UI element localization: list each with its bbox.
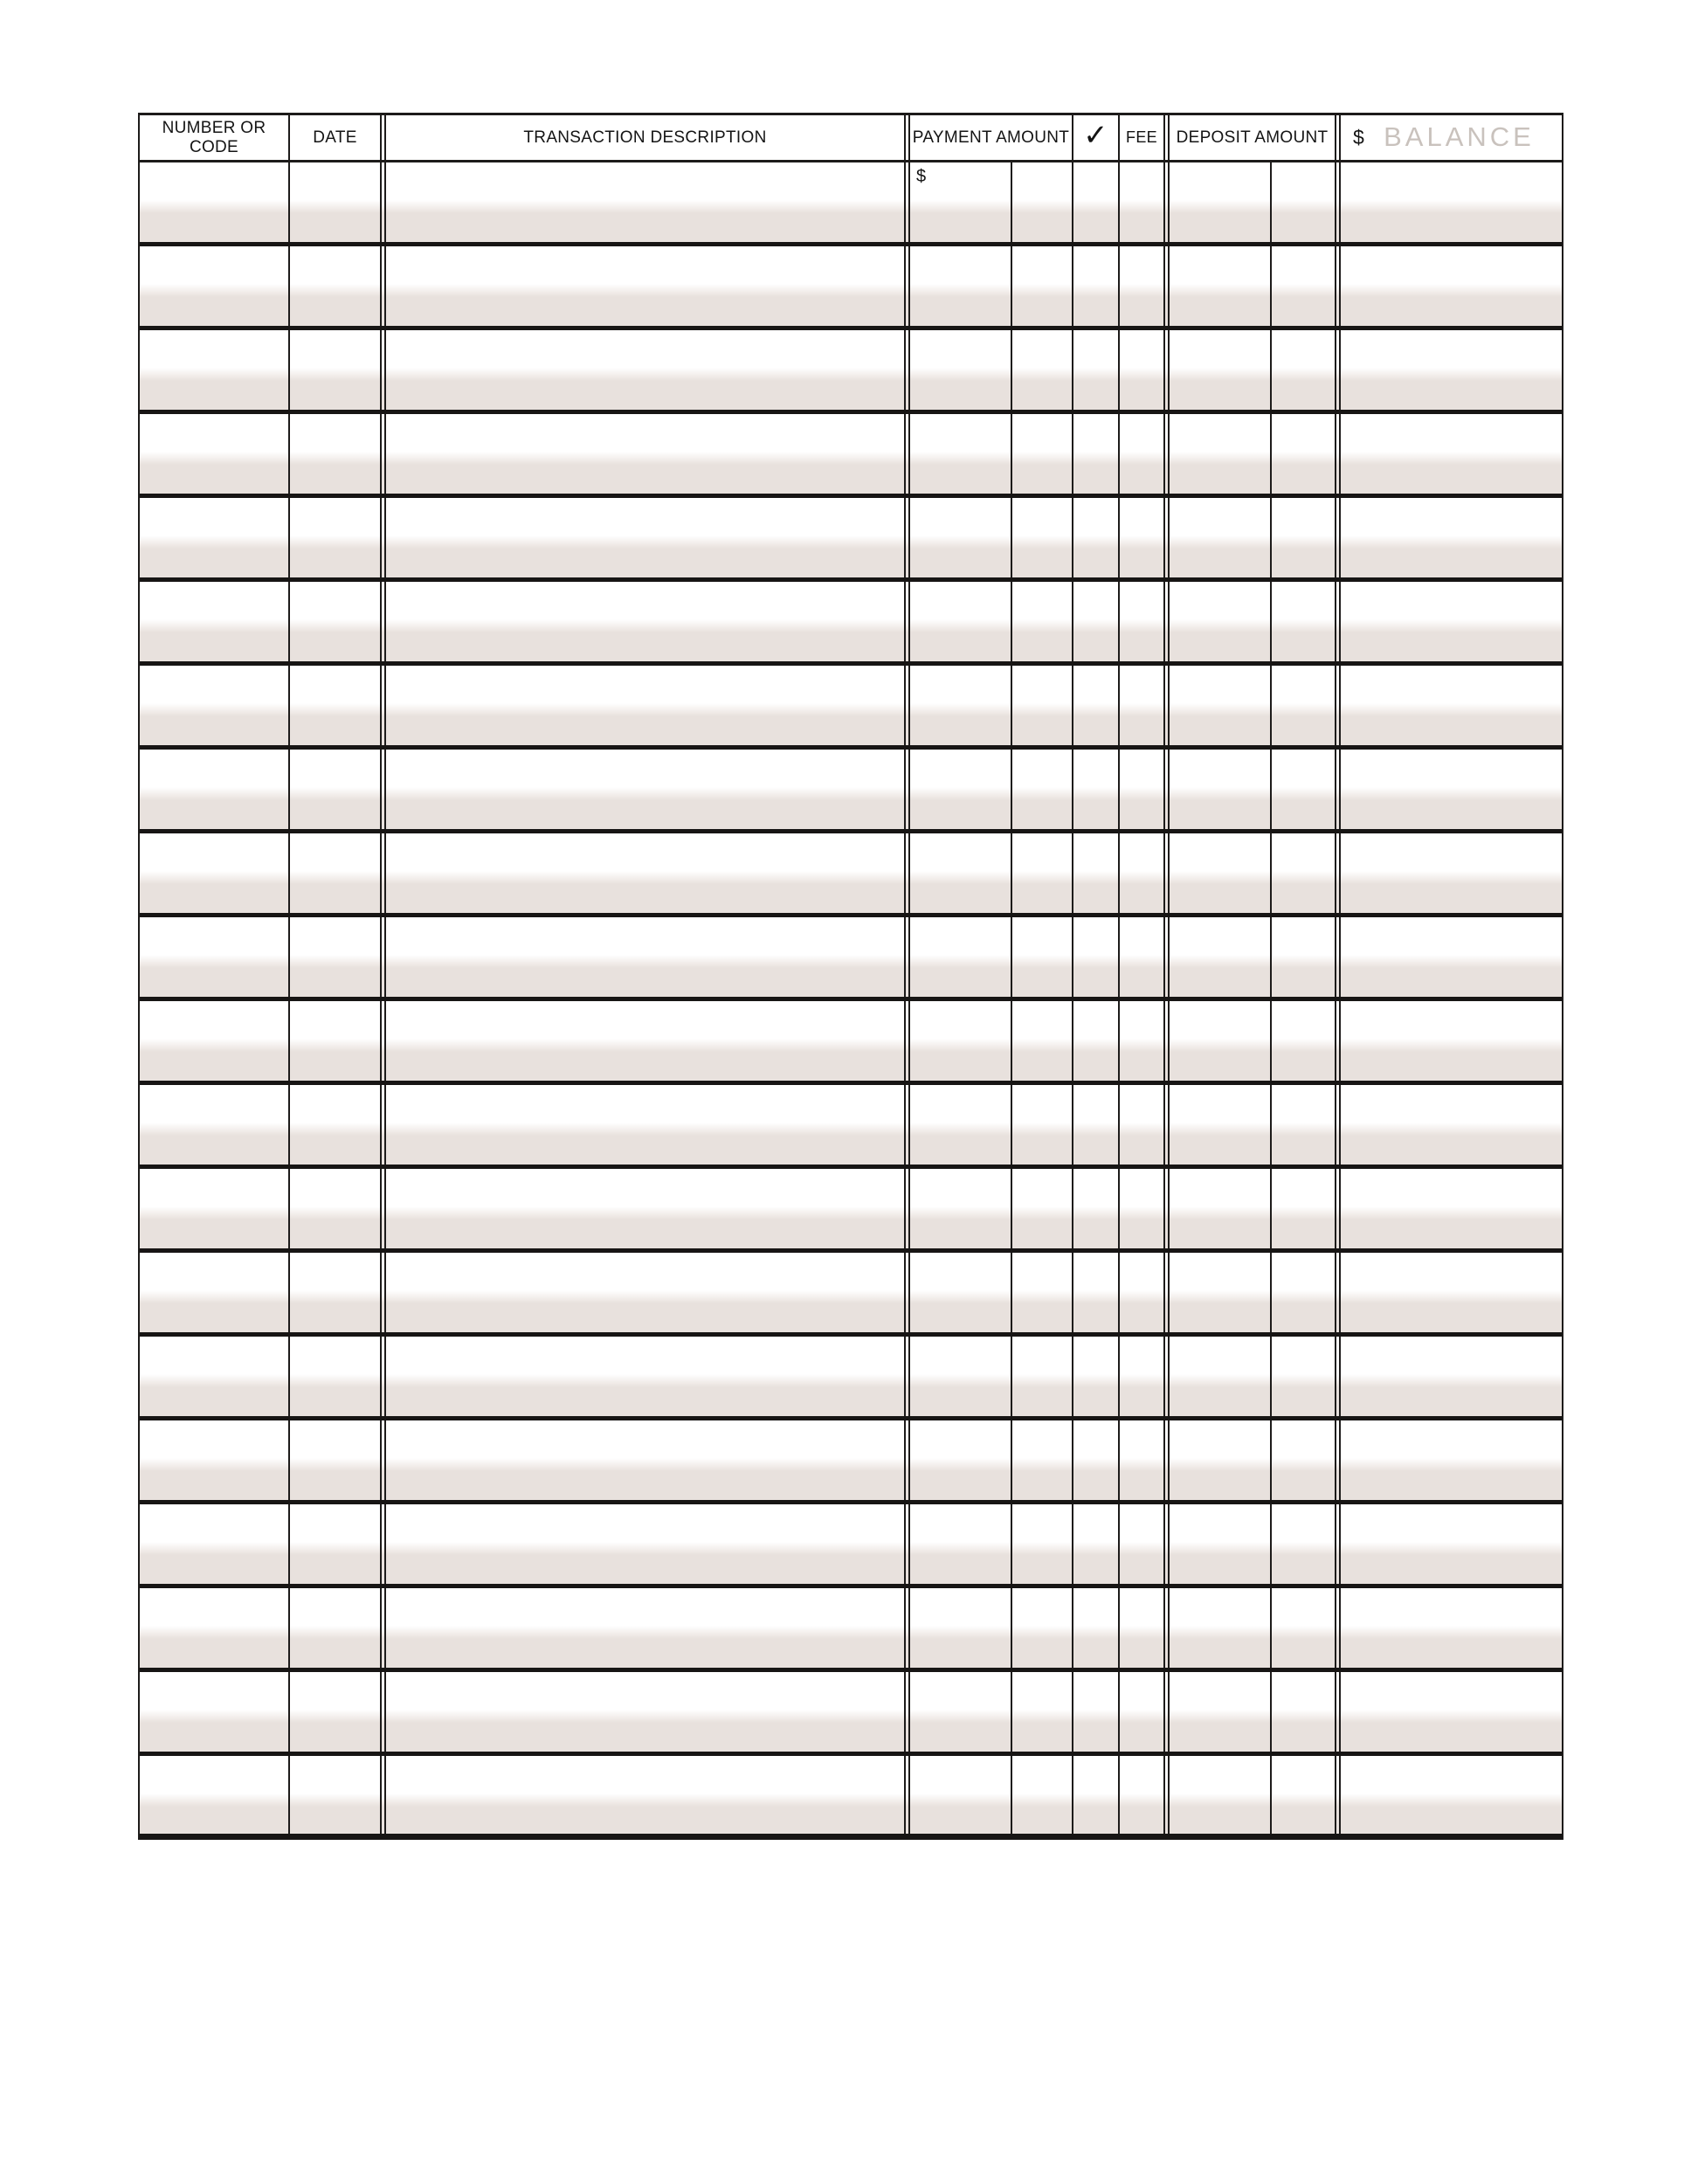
cell-fee [1120, 582, 1170, 661]
cell-date [290, 1337, 386, 1416]
cell-payment-dollars [910, 833, 1012, 913]
cell-checkmark [1073, 246, 1120, 326]
cell-transaction-description [386, 750, 910, 829]
cell-payment-dollars [910, 1001, 1012, 1081]
cell-transaction-description [386, 917, 910, 997]
register-row [140, 1001, 1562, 1085]
cell-fee [1120, 1420, 1170, 1500]
cell-deposit-dollars [1170, 582, 1272, 661]
header-payment-amount: PAYMENT AMOUNT [910, 115, 1073, 160]
cell-number-or-code [140, 1420, 290, 1500]
cell-deposit-dollars [1170, 1420, 1272, 1500]
cell-fee [1120, 1756, 1170, 1834]
header-fee: FEE [1120, 115, 1170, 160]
cell-payment-cents [1012, 1337, 1073, 1416]
cell-deposit-dollars [1170, 1001, 1272, 1081]
cell-deposit-cents [1272, 1420, 1341, 1500]
cell-date [290, 246, 386, 326]
cell-balance [1341, 246, 1562, 326]
register-row [140, 582, 1562, 666]
cell-payment-cents [1012, 917, 1073, 997]
register-row [140, 1169, 1562, 1253]
cell-balance [1341, 1169, 1562, 1248]
cell-payment-cents [1012, 330, 1073, 410]
cell-fee [1120, 1253, 1170, 1332]
cell-date [290, 330, 386, 410]
cell-deposit-dollars [1170, 498, 1272, 577]
cell-fee [1120, 1504, 1170, 1584]
cell-fee [1120, 1001, 1170, 1081]
cell-payment-dollars [910, 750, 1012, 829]
cell-deposit-cents [1272, 414, 1341, 494]
register-row [140, 750, 1562, 833]
register-row [140, 1672, 1562, 1756]
header-deposit-amount: DEPOSIT AMOUNT [1170, 115, 1341, 160]
cell-number-or-code [140, 330, 290, 410]
cell-date [290, 498, 386, 577]
cell-number-or-code [140, 414, 290, 494]
cell-checkmark [1073, 666, 1120, 745]
cell-number-or-code [140, 833, 290, 913]
register-row [140, 330, 1562, 414]
cell-balance [1341, 1001, 1562, 1081]
cell-payment-dollars [910, 1672, 1012, 1752]
cell-deposit-cents [1272, 162, 1341, 242]
cell-checkmark [1073, 1672, 1120, 1752]
cell-transaction-description [386, 833, 910, 913]
cell-transaction-description [386, 1337, 910, 1416]
cell-transaction-description [386, 1756, 910, 1834]
cell-number-or-code [140, 666, 290, 745]
cell-date [290, 917, 386, 997]
cell-deposit-cents [1272, 1169, 1341, 1248]
cell-date [290, 1756, 386, 1834]
cell-number-or-code [140, 1756, 290, 1834]
cell-payment-dollars [910, 666, 1012, 745]
cell-deposit-dollars [1170, 162, 1272, 242]
cell-date [290, 414, 386, 494]
cell-balance [1341, 414, 1562, 494]
cell-deposit-cents [1272, 1001, 1341, 1081]
cell-number-or-code [140, 582, 290, 661]
cell-payment-dollars [910, 1504, 1012, 1584]
cell-balance [1341, 833, 1562, 913]
cell-payment-cents [1012, 162, 1073, 242]
cell-number-or-code [140, 1253, 290, 1332]
cell-balance [1341, 1253, 1562, 1332]
register-row [140, 1756, 1562, 1840]
cell-deposit-cents [1272, 1756, 1341, 1834]
cell-deposit-dollars [1170, 1504, 1272, 1584]
cell-checkmark [1073, 1337, 1120, 1416]
cell-payment-cents [1012, 1169, 1073, 1248]
cell-transaction-description [386, 162, 910, 242]
cell-date [290, 1504, 386, 1584]
cell-deposit-cents [1272, 833, 1341, 913]
register-row [140, 498, 1562, 582]
cell-deposit-dollars [1170, 833, 1272, 913]
header-balance [1341, 115, 1562, 160]
cell-deposit-dollars [1170, 1756, 1272, 1834]
cell-deposit-cents [1272, 1253, 1341, 1332]
register-row [140, 162, 1562, 246]
cell-fee [1120, 1169, 1170, 1248]
cell-deposit-cents [1272, 330, 1341, 410]
cell-payment-dollars [910, 1169, 1012, 1248]
cell-payment-dollars [910, 246, 1012, 326]
cell-transaction-description [386, 414, 910, 494]
cell-checkmark [1073, 833, 1120, 913]
cell-number-or-code [140, 1169, 290, 1248]
cell-payment-cents [1012, 582, 1073, 661]
cell-checkmark [1073, 162, 1120, 242]
register-row [140, 1337, 1562, 1420]
cell-transaction-description [386, 330, 910, 410]
header-date: DATE [290, 115, 386, 160]
cell-payment-dollars [910, 1253, 1012, 1332]
cell-payment-dollars [910, 1756, 1012, 1834]
cell-date [290, 1169, 386, 1248]
cell-checkmark [1073, 1085, 1120, 1165]
cell-date [290, 162, 386, 242]
cell-fee [1120, 666, 1170, 745]
cell-date [290, 1672, 386, 1752]
cell-checkmark [1073, 414, 1120, 494]
cell-balance [1341, 1504, 1562, 1584]
cell-fee [1120, 1085, 1170, 1165]
cell-date [290, 1001, 386, 1081]
register-row [140, 1085, 1562, 1169]
cell-payment-dollars [910, 1085, 1012, 1165]
checkmark-icon: ✓ [1073, 115, 1120, 160]
header-transaction-description: TRANSACTION DESCRIPTION [386, 115, 910, 160]
cell-payment-cents [1012, 1504, 1073, 1584]
cell-balance [1341, 1420, 1562, 1500]
cell-payment-dollars [910, 582, 1012, 661]
cell-deposit-cents [1272, 1672, 1341, 1752]
cell-fee [1120, 750, 1170, 829]
cell-deposit-dollars [1170, 1085, 1272, 1165]
cell-date [290, 1253, 386, 1332]
balance-dollar-sign: $ [1353, 125, 1365, 149]
cell-number-or-code [140, 246, 290, 326]
cell-payment-dollars [910, 917, 1012, 997]
cell-checkmark [1073, 498, 1120, 577]
register-row [140, 666, 1562, 750]
cell-fee [1120, 246, 1170, 326]
cell-payment-dollars [910, 330, 1012, 410]
cell-transaction-description [386, 1420, 910, 1500]
cell-deposit-dollars [1170, 666, 1272, 745]
cell-balance [1341, 1672, 1562, 1752]
cell-date [290, 750, 386, 829]
register-row [140, 246, 1562, 330]
cell-date [290, 666, 386, 745]
cell-balance [1341, 162, 1562, 242]
cell-transaction-description [386, 1504, 910, 1584]
cell-number-or-code [140, 498, 290, 577]
cell-number-or-code [140, 750, 290, 829]
cell-balance [1341, 1085, 1562, 1165]
register-header-row [140, 113, 1562, 162]
register-row [140, 414, 1562, 498]
cell-deposit-cents [1272, 1588, 1341, 1668]
cell-deposit-cents [1272, 1504, 1341, 1584]
register-row [140, 1504, 1562, 1588]
cell-checkmark [1073, 1756, 1120, 1834]
cell-fee [1120, 833, 1170, 913]
cell-payment-cents [1012, 414, 1073, 494]
cell-date [290, 833, 386, 913]
cell-checkmark [1073, 750, 1120, 829]
cell-payment-dollars [910, 1420, 1012, 1500]
cell-balance [1341, 498, 1562, 577]
cell-checkmark [1073, 582, 1120, 661]
register-row [140, 1588, 1562, 1672]
cell-checkmark [1073, 330, 1120, 410]
register-row [140, 1420, 1562, 1504]
cell-payment-dollars [910, 1588, 1012, 1668]
cell-deposit-dollars [1170, 246, 1272, 326]
cell-fee [1120, 1588, 1170, 1668]
cell-balance [1341, 1337, 1562, 1416]
register-body [140, 162, 1562, 1840]
cell-checkmark [1073, 1588, 1120, 1668]
cell-deposit-dollars [1170, 1169, 1272, 1248]
cell-number-or-code [140, 1085, 290, 1165]
check-register-table [138, 113, 1563, 1840]
cell-fee [1120, 1672, 1170, 1752]
cell-payment-cents [1012, 1085, 1073, 1165]
cell-transaction-description [386, 1001, 910, 1081]
cell-transaction-description [386, 666, 910, 745]
cell-deposit-dollars [1170, 330, 1272, 410]
cell-balance [1341, 582, 1562, 661]
cell-payment-cents [1012, 1756, 1073, 1834]
cell-deposit-dollars [1170, 750, 1272, 829]
cell-deposit-cents [1272, 1337, 1341, 1416]
cell-number-or-code [140, 1504, 290, 1584]
cell-balance [1341, 666, 1562, 745]
cell-checkmark [1073, 917, 1120, 997]
cell-deposit-dollars [1170, 917, 1272, 997]
cell-deposit-cents [1272, 1085, 1341, 1165]
cell-deposit-dollars [1170, 414, 1272, 494]
cell-fee [1120, 330, 1170, 410]
cell-payment-cents [1012, 666, 1073, 745]
cell-deposit-dollars [1170, 1337, 1272, 1416]
cell-number-or-code [140, 162, 290, 242]
cell-deposit-cents [1272, 246, 1341, 326]
cell-payment-dollars [910, 414, 1012, 494]
cell-transaction-description [386, 1672, 910, 1752]
cell-number-or-code [140, 1588, 290, 1668]
cell-checkmark [1073, 1169, 1120, 1248]
cell-number-or-code [140, 1672, 290, 1752]
cell-transaction-description [386, 1085, 910, 1165]
cell-checkmark [1073, 1253, 1120, 1332]
cell-fee [1120, 917, 1170, 997]
cell-fee [1120, 498, 1170, 577]
header-number-or-code: NUMBER OR CODE [140, 115, 290, 160]
header-balance-label: BALANCE [1384, 121, 1535, 153]
cell-deposit-cents [1272, 582, 1341, 661]
cell-date [290, 582, 386, 661]
cell-number-or-code [140, 1001, 290, 1081]
cell-fee [1120, 162, 1170, 242]
cell-fee [1120, 1337, 1170, 1416]
cell-checkmark [1073, 1001, 1120, 1081]
cell-fee [1120, 414, 1170, 494]
cell-deposit-cents [1272, 917, 1341, 997]
cell-payment-cents [1012, 1420, 1073, 1500]
register-row [140, 1253, 1562, 1337]
cell-number-or-code [140, 1337, 290, 1416]
cell-balance [1341, 1588, 1562, 1668]
cell-checkmark [1073, 1504, 1120, 1584]
cell-transaction-description [386, 1253, 910, 1332]
cell-date [290, 1420, 386, 1500]
cell-date [290, 1085, 386, 1165]
cell-payment-cents [1012, 1253, 1073, 1332]
cell-payment-cents [1012, 1588, 1073, 1668]
cell-deposit-cents [1272, 750, 1341, 829]
cell-payment-cents [1012, 246, 1073, 326]
payment-dollar-sign: $ [916, 167, 927, 186]
cell-payment-dollars [910, 162, 1012, 242]
cell-payment-cents [1012, 750, 1073, 829]
cell-payment-dollars [910, 1337, 1012, 1416]
register-row [140, 917, 1562, 1001]
cell-deposit-dollars [1170, 1672, 1272, 1752]
register-row [140, 833, 1562, 917]
cell-payment-cents [1012, 1001, 1073, 1081]
cell-balance [1341, 330, 1562, 410]
cell-payment-dollars [910, 498, 1012, 577]
cell-deposit-cents [1272, 498, 1341, 577]
cell-balance [1341, 917, 1562, 997]
cell-transaction-description [386, 246, 910, 326]
cell-number-or-code [140, 917, 290, 997]
cell-checkmark [1073, 1420, 1120, 1500]
cell-transaction-description [386, 498, 910, 577]
cell-deposit-dollars [1170, 1253, 1272, 1332]
cell-balance [1341, 1756, 1562, 1834]
cell-transaction-description [386, 1169, 910, 1248]
cell-deposit-cents [1272, 666, 1341, 745]
cell-payment-cents [1012, 498, 1073, 577]
cell-balance [1341, 750, 1562, 829]
cell-transaction-description [386, 1588, 910, 1668]
cell-transaction-description [386, 582, 910, 661]
cell-date [290, 1588, 386, 1668]
cell-deposit-dollars [1170, 1588, 1272, 1668]
cell-payment-cents [1012, 1672, 1073, 1752]
cell-payment-cents [1012, 833, 1073, 913]
